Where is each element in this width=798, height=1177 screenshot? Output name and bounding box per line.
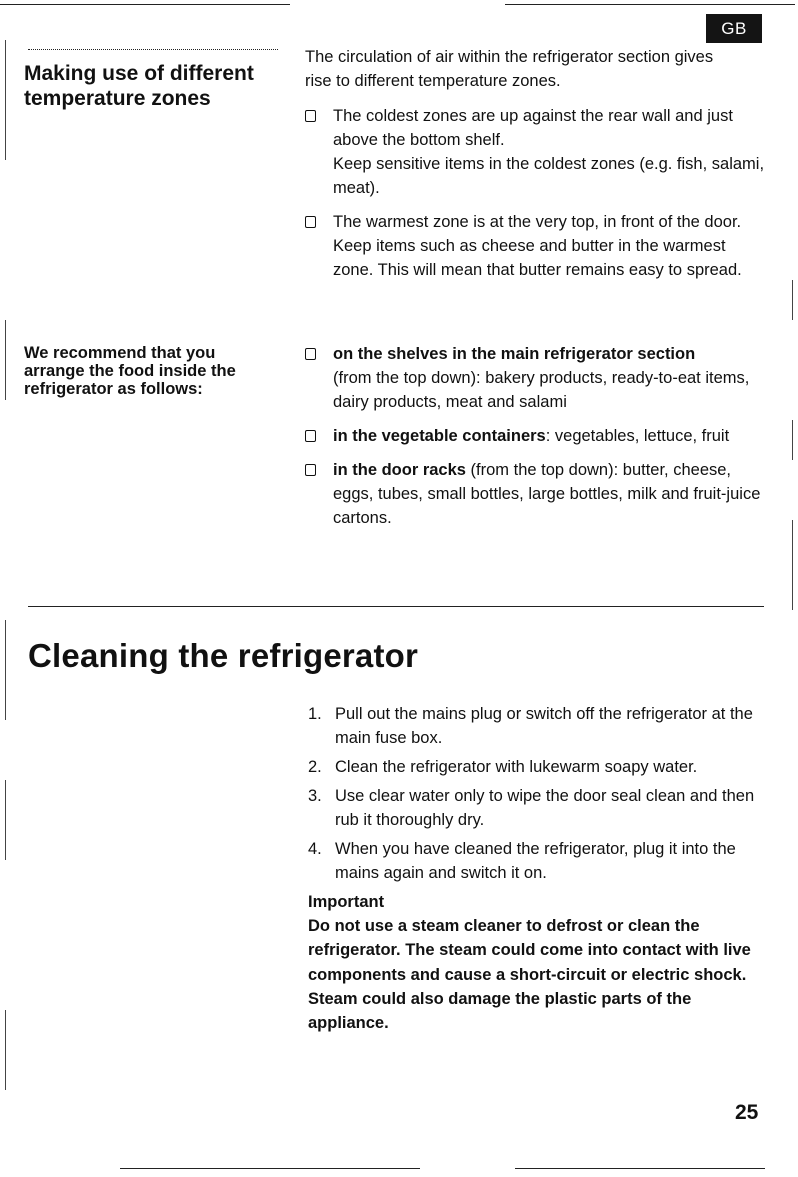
- list-item: [308, 702, 764, 750]
- step-text: Use clear water only to wipe the door seal clean and then rub it thoroughly dry.: [335, 787, 755, 829]
- language-badge: GB: [706, 14, 762, 43]
- heading-rule: [28, 49, 278, 50]
- top-rule-right: [505, 4, 795, 5]
- page-number: 25: [735, 1101, 759, 1124]
- temperature-zone-list: [302, 104, 766, 282]
- recommendation-note: We recommend that you arrange the food inside the refrigerator as follows:: [24, 344, 236, 398]
- bullet-text: Keep items such as cheese and butter in the warmest zone. This will mean that butter remains easy to spread.: [333, 237, 742, 279]
- bottom-rule-left: [120, 1168, 420, 1169]
- step-text: When you have cleaned the refrigerator, plug it into the mains again and switch it on.: [335, 840, 736, 882]
- bottom-rule-right: [515, 1168, 765, 1169]
- list-item: [308, 784, 764, 832]
- checkbox-bullet-icon: [305, 348, 316, 360]
- bullet-text: The warmest zone is at the very top, in front of the door.: [333, 213, 742, 231]
- list-item: [302, 104, 766, 200]
- step-number: 3.: [308, 787, 322, 805]
- important-label: Important: [308, 893, 385, 911]
- item-label: on the shelves in the main refrigerator section: [333, 345, 696, 363]
- item-text: : vegetables, lettuce, fruit: [545, 427, 730, 445]
- step-text: Clean the refrigerator with lukewarm soapy water.: [335, 758, 698, 776]
- checkbox-bullet-icon: [305, 110, 316, 122]
- scan-margin-mark: [792, 420, 793, 460]
- important-warning: Do not use a steam cleaner to defrost or clean the refrigerator. The steam could come into contact with live components and cause a short-circuit or electric shock. Steam could also damage the plastic parts of the appliance.: [308, 917, 751, 1033]
- checkbox-bullet-icon: [305, 430, 316, 442]
- section-divider: [28, 606, 764, 607]
- bullet-text: Keep sensitive items in the coldest zones (e.g. fish, salami, meat).: [333, 155, 765, 197]
- item-label: in the vegetable containers: [333, 427, 546, 445]
- list-item: [308, 755, 764, 779]
- scan-margin-mark: [792, 520, 793, 610]
- scan-margin-mark: [5, 40, 6, 160]
- scan-margin-mark: [5, 780, 6, 860]
- item-label: in the door racks: [333, 461, 466, 479]
- scan-margin-mark: [5, 320, 6, 400]
- item-text: (from the top down): butter, cheese, eggs, tubes, small bottles, large bottles, milk and fruit-juice cartons.: [333, 461, 761, 527]
- list-item: [302, 342, 766, 414]
- step-number: 2.: [308, 758, 322, 776]
- list-item: [302, 210, 766, 282]
- step-number: 4.: [308, 840, 322, 858]
- food-arrangement-list: [302, 342, 766, 530]
- item-text: (from the top down): bakery products, ready-to-eat items, dairy products, meat and salami: [333, 369, 750, 411]
- scan-margin-mark: [792, 280, 793, 320]
- checkbox-bullet-icon: [305, 216, 316, 228]
- section-title-temperature-zones: Making use of different temperature zones: [24, 62, 254, 110]
- scan-margin-mark: [5, 620, 6, 720]
- intro-paragraph: The circulation of air within the refrigerator section gives rise to different temperature zones.: [305, 48, 714, 90]
- step-text: Pull out the mains plug or switch off the refrigerator at the main fuse box.: [335, 705, 753, 747]
- list-item: [308, 837, 764, 885]
- top-rule-left: [0, 4, 290, 5]
- bullet-text: The coldest zones are up against the rear wall and just above the bottom shelf.: [333, 107, 733, 149]
- section-title-cleaning: Cleaning the refrigerator: [28, 637, 419, 674]
- checkbox-bullet-icon: [305, 464, 316, 476]
- step-number: 1.: [308, 705, 322, 723]
- list-item: [302, 458, 766, 530]
- list-item: [302, 424, 766, 448]
- scan-margin-mark: [5, 1010, 6, 1090]
- cleaning-steps: [308, 702, 764, 890]
